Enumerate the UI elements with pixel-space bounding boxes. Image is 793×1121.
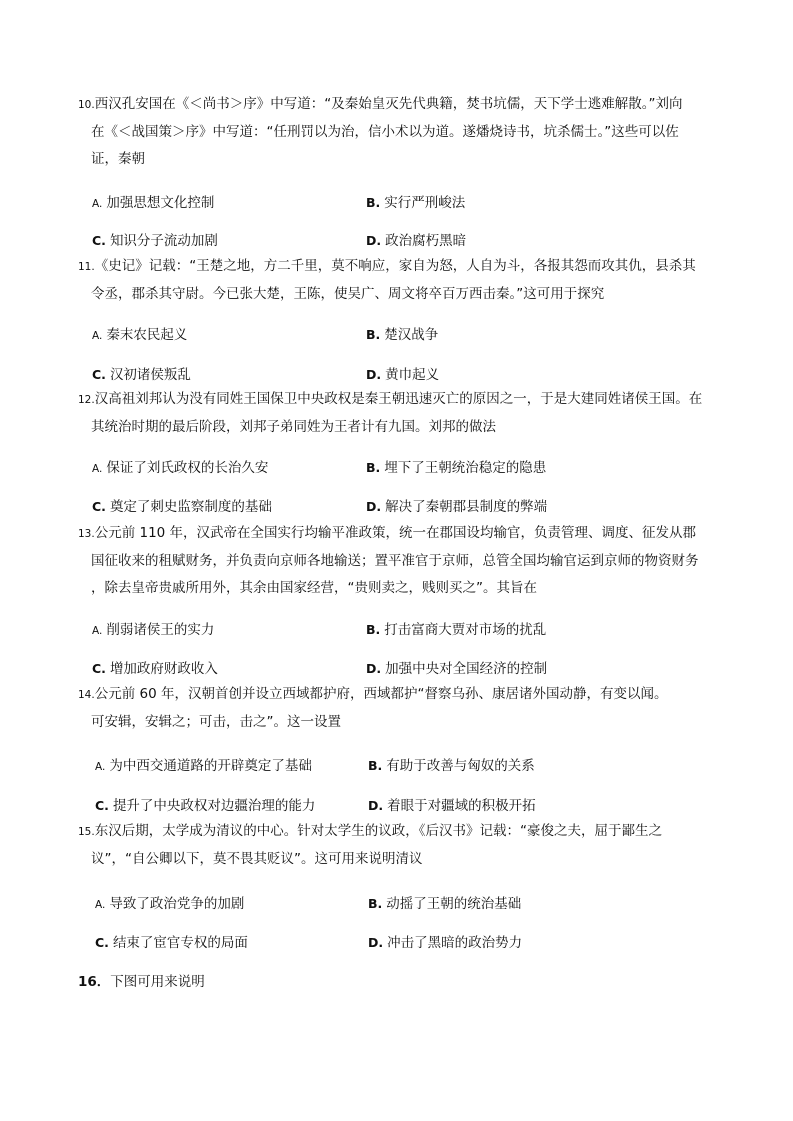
question-text: 国征收来的租赋财务，并负责向京师各地输送；置平准官于京师，总管全国均输官运到京师的物资财务 bbox=[91, 553, 699, 569]
option-text: 保证了刘氏政权的长治久安 bbox=[106, 460, 269, 476]
option-b[interactable] bbox=[368, 754, 535, 774]
option-a[interactable] bbox=[92, 618, 214, 638]
option-letter: D. bbox=[368, 798, 384, 813]
option-letter: C. bbox=[95, 798, 109, 813]
option-letter: B. bbox=[366, 195, 381, 210]
option-text: 政治腐朽黑暗 bbox=[385, 233, 467, 249]
option-text: 增加政府财政收入 bbox=[109, 661, 218, 677]
option-d[interactable] bbox=[366, 657, 547, 677]
question-text: 证，秦朝 bbox=[91, 151, 145, 167]
option-b[interactable] bbox=[366, 191, 465, 211]
question-text: 汉高祖刘邦认为没有同姓王国保卫中央政权是秦王朝迅速灭亡的原因之一，于是大建同姓诸侯王国。在 bbox=[94, 391, 703, 407]
option-text: 削弱诸侯王的实力 bbox=[106, 622, 215, 638]
option-letter: A. bbox=[92, 330, 103, 342]
question-number: 11. bbox=[78, 261, 95, 273]
option-letter: D. bbox=[366, 499, 382, 514]
question-text: 下图可用来说明 bbox=[110, 974, 205, 990]
question-text: 公元前 110 年，汉武帝在全国实行均输平准政策，统一在郡国设均输官，负责管理、调度、征发从郡 bbox=[94, 525, 697, 541]
option-text: 黄巾起义 bbox=[385, 367, 440, 383]
option-text: 埋下了王朝统治稳定的隐患 bbox=[384, 460, 547, 476]
option-text: 打击富商大贾对市场的扰乱 bbox=[384, 622, 547, 638]
option-letter: A. bbox=[95, 761, 106, 773]
option-text: 着眼于对疆域的积极开拓 bbox=[387, 798, 536, 814]
option-text: 加强思想文化控制 bbox=[106, 195, 215, 211]
option-letter: A. bbox=[92, 463, 103, 475]
option-letter: D. bbox=[366, 233, 382, 248]
option-letter: B. bbox=[366, 622, 381, 637]
option-letter: C. bbox=[92, 367, 106, 382]
option-a[interactable] bbox=[95, 754, 312, 774]
option-letter: B. bbox=[368, 896, 383, 911]
option-text: 结束了宦官专权的局面 bbox=[112, 935, 248, 951]
option-a[interactable] bbox=[92, 191, 214, 211]
option-text: 汉初诸侯叛乱 bbox=[109, 367, 191, 383]
question-12 bbox=[78, 386, 738, 441]
option-d[interactable] bbox=[366, 229, 466, 249]
question-13 bbox=[78, 520, 738, 602]
option-d[interactable] bbox=[368, 794, 536, 814]
option-text: 动摇了王朝的统治基础 bbox=[386, 896, 522, 912]
question-number: 13. bbox=[78, 528, 95, 540]
option-text: 解决了秦朝郡县制度的弊端 bbox=[385, 499, 548, 515]
option-c[interactable] bbox=[92, 495, 272, 515]
option-letter: A. bbox=[92, 198, 103, 210]
question-16 bbox=[78, 970, 205, 990]
option-text: 为中西交通道路的开辟奠定了基础 bbox=[109, 758, 312, 774]
option-text: 楚汉战争 bbox=[384, 327, 439, 343]
option-letter: B. bbox=[368, 758, 383, 773]
option-text: 导致了政治党争的加剧 bbox=[109, 896, 245, 912]
question-text: 公元前 60 年，汉朝首创并设立西域都护府，西域都护“督察乌孙、康居诸外国动静，有变以闻。 bbox=[94, 686, 668, 702]
question-11 bbox=[78, 253, 738, 308]
question-number: 16． bbox=[78, 974, 111, 990]
option-c[interactable] bbox=[92, 657, 218, 677]
option-text: 提升了中央政权对边疆治理的能力 bbox=[112, 798, 316, 814]
question-text: 可安辑，安辑之；可击，击之”。这一设置 bbox=[91, 714, 341, 730]
question-text: 议”，“自公卿以下，莫不畏其贬议”。这可用来说明清议 bbox=[91, 851, 423, 867]
option-text: 秦末农民起义 bbox=[106, 327, 188, 343]
question-text: 其统治时期的最后阶段，刘邦子弟同姓为王者计有九国。刘邦的做法 bbox=[91, 419, 496, 435]
option-text: 知识分子流动加剧 bbox=[109, 233, 218, 249]
option-c[interactable] bbox=[92, 363, 191, 383]
option-letter: C. bbox=[92, 233, 106, 248]
option-letter: C. bbox=[95, 935, 109, 950]
question-number: 14. bbox=[78, 689, 95, 701]
option-d[interactable] bbox=[368, 931, 522, 951]
question-10 bbox=[78, 91, 738, 173]
question-number: 12. bbox=[78, 394, 95, 406]
option-d[interactable] bbox=[366, 363, 439, 383]
option-letter: C. bbox=[92, 499, 106, 514]
option-a[interactable] bbox=[95, 892, 244, 912]
option-c[interactable] bbox=[92, 229, 218, 249]
option-letter: D. bbox=[366, 661, 382, 676]
option-letter: B. bbox=[366, 460, 381, 475]
option-text: 冲击了黑暗的政治势力 bbox=[387, 935, 523, 951]
question-text: 东汉后期，太学成为清议的中心。针对太学生的议政，《后汉书》记载：“豪俊之夫，屈于鄙生之 bbox=[94, 823, 662, 839]
option-text: 奠定了刺史监察制度的基础 bbox=[109, 499, 272, 515]
question-text: 《史记》记载：“王楚之地，方二千里，莫不响应，家自为怒，人自为斗，各报其怨而攻其仇，县杀其 bbox=[94, 258, 696, 274]
question-15 bbox=[78, 818, 738, 873]
option-a[interactable] bbox=[92, 456, 268, 476]
option-b[interactable] bbox=[366, 323, 438, 343]
question-text: 令丞，郡杀其守尉。今已张大楚，王陈，使吴广、周文将卒百万西击秦。”这可用于探究 bbox=[91, 286, 605, 302]
option-text: 实行严刑峻法 bbox=[384, 195, 466, 211]
option-letter: D. bbox=[366, 367, 382, 382]
option-letter: A. bbox=[95, 899, 106, 911]
option-b[interactable] bbox=[366, 456, 546, 476]
option-letter: A. bbox=[92, 625, 103, 637]
question-number: 15. bbox=[78, 826, 95, 838]
option-b[interactable] bbox=[366, 618, 546, 638]
option-text: 有助于改善与匈奴的关系 bbox=[386, 758, 535, 774]
option-d[interactable] bbox=[366, 495, 547, 515]
option-a[interactable] bbox=[92, 323, 187, 343]
option-letter: D. bbox=[368, 935, 384, 950]
option-c[interactable] bbox=[95, 794, 315, 814]
question-14 bbox=[78, 681, 738, 736]
option-letter: C. bbox=[92, 661, 106, 676]
question-number: 10. bbox=[78, 99, 95, 111]
question-text: 西汉孔安国在《＜尚书＞序》中写道：“及秦始皇灭先代典籍，焚书坑儒，天下学士逃难解散。”刘向 bbox=[94, 96, 683, 112]
question-text: ，除去皇帝贵戚所用外，其余由国家经营，“贵则卖之，贱则买之”。其旨在 bbox=[91, 580, 537, 596]
option-text: 加强中央对全国经济的控制 bbox=[385, 661, 548, 677]
option-letter: B. bbox=[366, 327, 381, 342]
option-b[interactable] bbox=[368, 892, 521, 912]
question-text: 在《＜战国策＞序》中写道：“任刑罚以为治，信小术以为道。遂燔烧诗书，坑杀儒士。”这些可以佐 bbox=[91, 124, 679, 140]
option-c[interactable] bbox=[95, 931, 248, 951]
